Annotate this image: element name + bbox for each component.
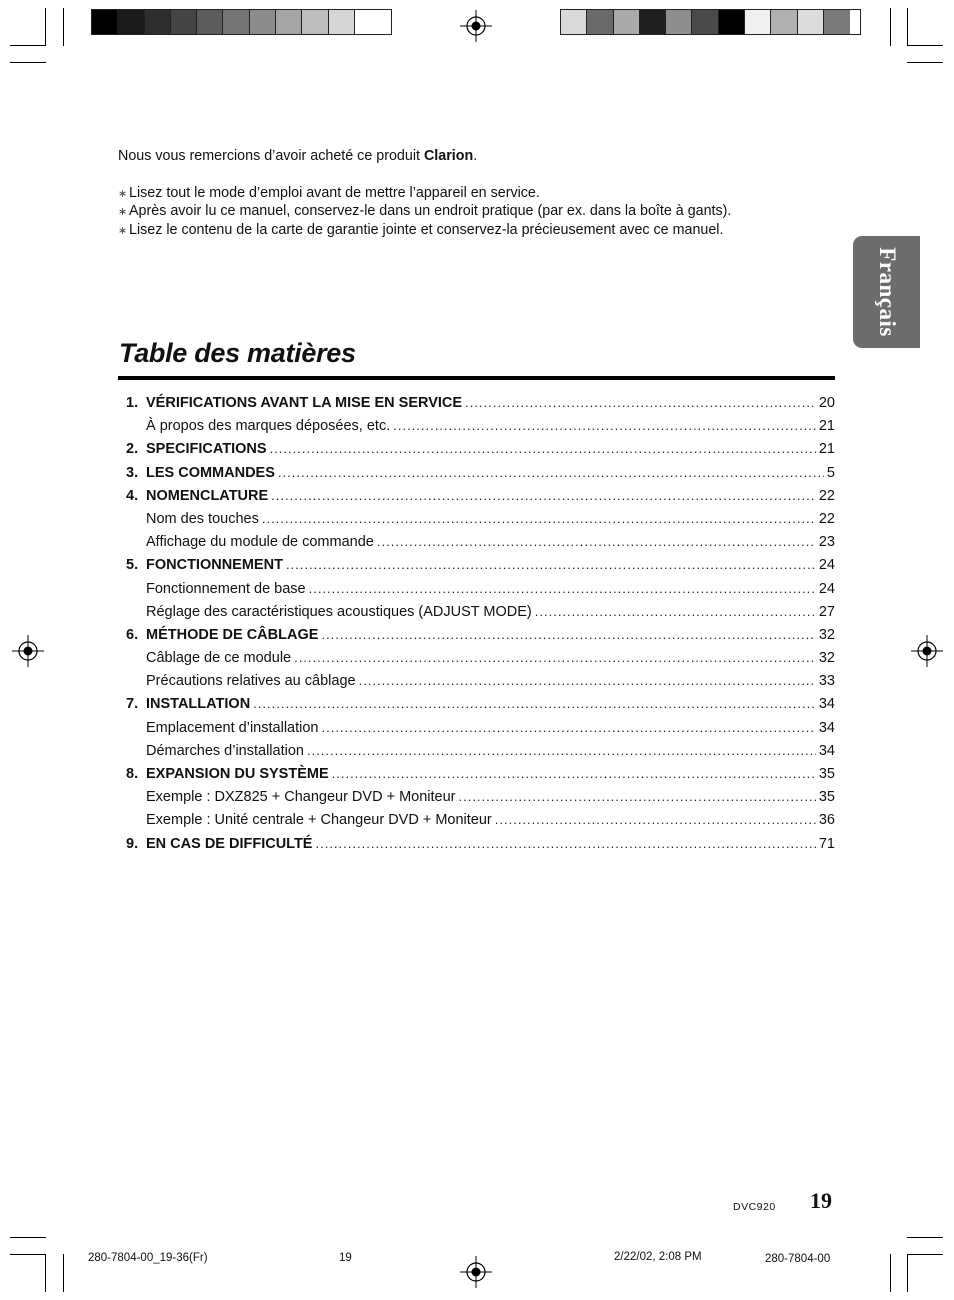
color-swatch bbox=[118, 10, 144, 34]
dot-leader bbox=[253, 696, 816, 711]
toc-entry bbox=[126, 720, 835, 743]
toc-entry bbox=[126, 488, 835, 511]
crop-mark bbox=[63, 8, 64, 46]
toc-entry-label: NOMENCLATURE bbox=[146, 487, 269, 504]
dot-leader bbox=[315, 836, 815, 851]
toc-entry-label: Emplacement d’installation bbox=[146, 719, 319, 736]
color-swatch bbox=[614, 10, 640, 34]
toc-section-number: 5. bbox=[126, 557, 139, 574]
toc-entry-label: LES COMMANDES bbox=[146, 464, 275, 481]
toc-entry bbox=[126, 557, 835, 580]
toc-section-number: 8. bbox=[126, 766, 139, 782]
crop-mark bbox=[890, 1254, 891, 1292]
color-swatch bbox=[798, 10, 824, 34]
toc-page-number: 71 bbox=[818, 835, 835, 852]
crop-mark bbox=[45, 8, 46, 46]
crop-mark bbox=[10, 62, 46, 63]
crop-mark bbox=[45, 1254, 46, 1292]
color-swatch bbox=[640, 10, 666, 34]
dot-leader bbox=[309, 581, 816, 596]
toc-entry bbox=[126, 743, 835, 766]
toc-page-number: 23 bbox=[818, 534, 835, 551]
toc-entry bbox=[126, 418, 835, 441]
crop-mark bbox=[890, 8, 891, 46]
dot-leader bbox=[278, 465, 824, 480]
color-swatch bbox=[171, 10, 197, 34]
table-of-contents bbox=[126, 395, 835, 859]
instruction-item: ∗ Lisez le contenu de la carte de garantie jointe et conservez-la précieusement avec ce manuel. bbox=[118, 221, 731, 240]
toc-entry bbox=[126, 789, 835, 812]
toc-entry-label: VÉRIFICATIONS AVANT LA MISE EN SERVICE bbox=[146, 395, 463, 411]
toc-section-number: 1. bbox=[126, 395, 139, 411]
toc-entry-label: EXPANSION DU SYSTÈME bbox=[146, 766, 329, 782]
toc-entry bbox=[126, 696, 835, 719]
color-swatch bbox=[824, 10, 850, 34]
brand-name: Clarion bbox=[423, 148, 474, 164]
dot-leader bbox=[294, 650, 816, 665]
toc-page-number: 24 bbox=[818, 557, 835, 574]
toc-page-number: 34 bbox=[818, 742, 835, 759]
toc-section-number: 3. bbox=[126, 464, 139, 481]
toc-entry bbox=[126, 534, 835, 557]
language-tab bbox=[853, 236, 920, 348]
toc-entry bbox=[126, 627, 835, 650]
toc-page-number: 21 bbox=[818, 441, 835, 458]
toc-entry-label: SPECIFICATIONS bbox=[146, 441, 267, 458]
color-swatch bbox=[197, 10, 223, 34]
dot-leader bbox=[495, 812, 816, 827]
toc-page-number: 34 bbox=[818, 719, 835, 736]
crop-mark bbox=[907, 1237, 943, 1238]
toc-entry-label: Exemple : Unité centrale + Changeur DVD + Moniteur bbox=[146, 812, 492, 829]
toc-entry-label: Câblage de ce module bbox=[146, 650, 292, 667]
toc-entry-label: Nom des touches bbox=[146, 510, 259, 527]
page-title: Table des matières bbox=[119, 338, 356, 368]
toc-entry bbox=[126, 465, 835, 488]
toc-section-number: 4. bbox=[126, 487, 139, 504]
dot-leader bbox=[332, 766, 816, 781]
color-swatch bbox=[250, 10, 276, 34]
dot-leader bbox=[262, 511, 816, 526]
toc-entry bbox=[126, 511, 835, 534]
crop-mark bbox=[907, 45, 943, 46]
color-swatch bbox=[302, 10, 328, 34]
color-swatch bbox=[561, 10, 587, 34]
toc-entry-label: EN CAS DE DIFFICULTÉ bbox=[146, 835, 313, 852]
color-swatch bbox=[276, 10, 302, 34]
color-swatch bbox=[92, 10, 118, 34]
color-swatch bbox=[329, 10, 355, 34]
color-swatch bbox=[223, 10, 249, 34]
toc-page-number: 32 bbox=[818, 650, 835, 667]
asterisk-icon: ∗ bbox=[118, 206, 128, 219]
asterisk-icon: ∗ bbox=[118, 224, 128, 237]
file-reference: 280-7804-00_19-36(Fr) bbox=[88, 1252, 208, 1264]
color-calibration-bar-right bbox=[560, 9, 861, 35]
title-divider bbox=[118, 376, 835, 380]
dot-leader bbox=[535, 604, 816, 619]
toc-page-number: 20 bbox=[818, 395, 835, 411]
toc-entry-label: MÉTHODE DE CÂBLAGE bbox=[146, 626, 319, 643]
toc-page-number: 24 bbox=[818, 580, 835, 597]
instruction-list bbox=[118, 184, 731, 240]
toc-entry bbox=[126, 441, 835, 464]
toc-entry-label: Réglage des caractéristiques acoustiques (ADJUST MODE) bbox=[146, 603, 532, 620]
dot-leader bbox=[377, 534, 816, 549]
toc-entry-label: Fonctionnement de base bbox=[146, 580, 306, 597]
crop-mark bbox=[10, 45, 46, 46]
color-swatch bbox=[145, 10, 171, 34]
registration-mark-icon bbox=[12, 635, 44, 667]
toc-entry-label: Précautions relatives au câblage bbox=[146, 673, 356, 690]
toc-entry-label: Affichage du module de commande bbox=[146, 534, 374, 551]
toc-page-number: 22 bbox=[818, 510, 835, 527]
toc-entry bbox=[126, 581, 835, 604]
toc-page-number: 5 bbox=[826, 464, 835, 481]
color-calibration-bar-left bbox=[91, 9, 392, 35]
page-number: 19 bbox=[810, 1188, 832, 1213]
intro-section bbox=[118, 147, 731, 239]
registration-mark-icon bbox=[460, 10, 492, 42]
toc-entry bbox=[126, 836, 835, 859]
dot-leader bbox=[271, 488, 816, 503]
toc-entry-label: FONCTIONNEMENT bbox=[146, 557, 283, 574]
model-code: DVC920 bbox=[733, 1201, 776, 1213]
print-timestamp: 2/22/02, 2:08 PM bbox=[614, 1251, 702, 1263]
color-swatch bbox=[692, 10, 718, 34]
dot-leader bbox=[286, 557, 816, 572]
color-swatch bbox=[666, 10, 692, 34]
toc-section-number: 7. bbox=[126, 696, 139, 713]
toc-entry bbox=[126, 673, 835, 696]
color-swatch bbox=[771, 10, 797, 34]
toc-section-number: 2. bbox=[126, 441, 139, 458]
registration-mark-icon bbox=[460, 1256, 492, 1288]
toc-page-number: 32 bbox=[818, 626, 835, 643]
crop-mark bbox=[63, 1254, 64, 1292]
toc-entry-label: Exemple : DXZ825 + Changeur DVD + Moniteur bbox=[146, 789, 456, 806]
dot-leader bbox=[393, 418, 816, 433]
color-swatch bbox=[355, 10, 381, 34]
toc-section-number: 9. bbox=[126, 835, 139, 852]
document-code: 280-7804-00 bbox=[765, 1253, 831, 1265]
toc-page-number: 33 bbox=[818, 673, 835, 690]
dot-leader bbox=[321, 627, 815, 642]
toc-section-number: 6. bbox=[126, 626, 139, 643]
dot-leader bbox=[359, 673, 816, 688]
toc-entry-label: À propos des marques déposées, etc. bbox=[146, 418, 391, 435]
toc-page-number: 21 bbox=[818, 418, 835, 435]
color-swatch bbox=[587, 10, 613, 34]
sheet-number: 19 bbox=[339, 1252, 352, 1264]
color-swatch bbox=[745, 10, 771, 34]
color-swatch bbox=[719, 10, 745, 34]
toc-entry bbox=[126, 604, 835, 627]
crop-mark bbox=[10, 1237, 46, 1238]
toc-entry bbox=[126, 650, 835, 673]
asterisk-icon: ∗ bbox=[118, 187, 128, 200]
dot-leader bbox=[465, 395, 816, 410]
toc-page-number: 22 bbox=[818, 487, 835, 504]
instruction-item: ∗ Après avoir lu ce manuel, conservez-le dans un endroit pratique (par ex. dans la boîte à gants). bbox=[118, 202, 731, 221]
toc-entry bbox=[126, 395, 835, 418]
dot-leader bbox=[270, 441, 816, 456]
thanks-line: Nous vous remercions d’avoir acheté ce produit Clarion. bbox=[118, 148, 478, 164]
crop-mark bbox=[907, 8, 908, 46]
toc-page-number: 35 bbox=[818, 789, 835, 806]
crop-mark bbox=[907, 1254, 908, 1292]
instruction-item: ∗ Lisez tout le mode d’emploi avant de mettre l’appareil en service. bbox=[118, 184, 731, 203]
crop-mark bbox=[907, 1254, 943, 1255]
dot-leader bbox=[307, 743, 816, 758]
dot-leader bbox=[321, 720, 815, 735]
crop-mark bbox=[10, 1254, 46, 1255]
toc-page-number: 35 bbox=[818, 766, 835, 782]
toc-page-number: 34 bbox=[818, 696, 835, 713]
crop-mark bbox=[907, 62, 943, 63]
toc-entry bbox=[126, 812, 835, 835]
toc-entry-label: INSTALLATION bbox=[146, 696, 251, 713]
toc-page-number: 27 bbox=[818, 603, 835, 620]
toc-entry-label: Démarches d’installation bbox=[146, 742, 304, 759]
registration-mark-icon bbox=[911, 635, 943, 667]
language-label: Français bbox=[874, 247, 900, 337]
toc-entry bbox=[126, 766, 835, 789]
toc-page-number: 36 bbox=[818, 812, 835, 829]
dot-leader bbox=[458, 789, 815, 804]
